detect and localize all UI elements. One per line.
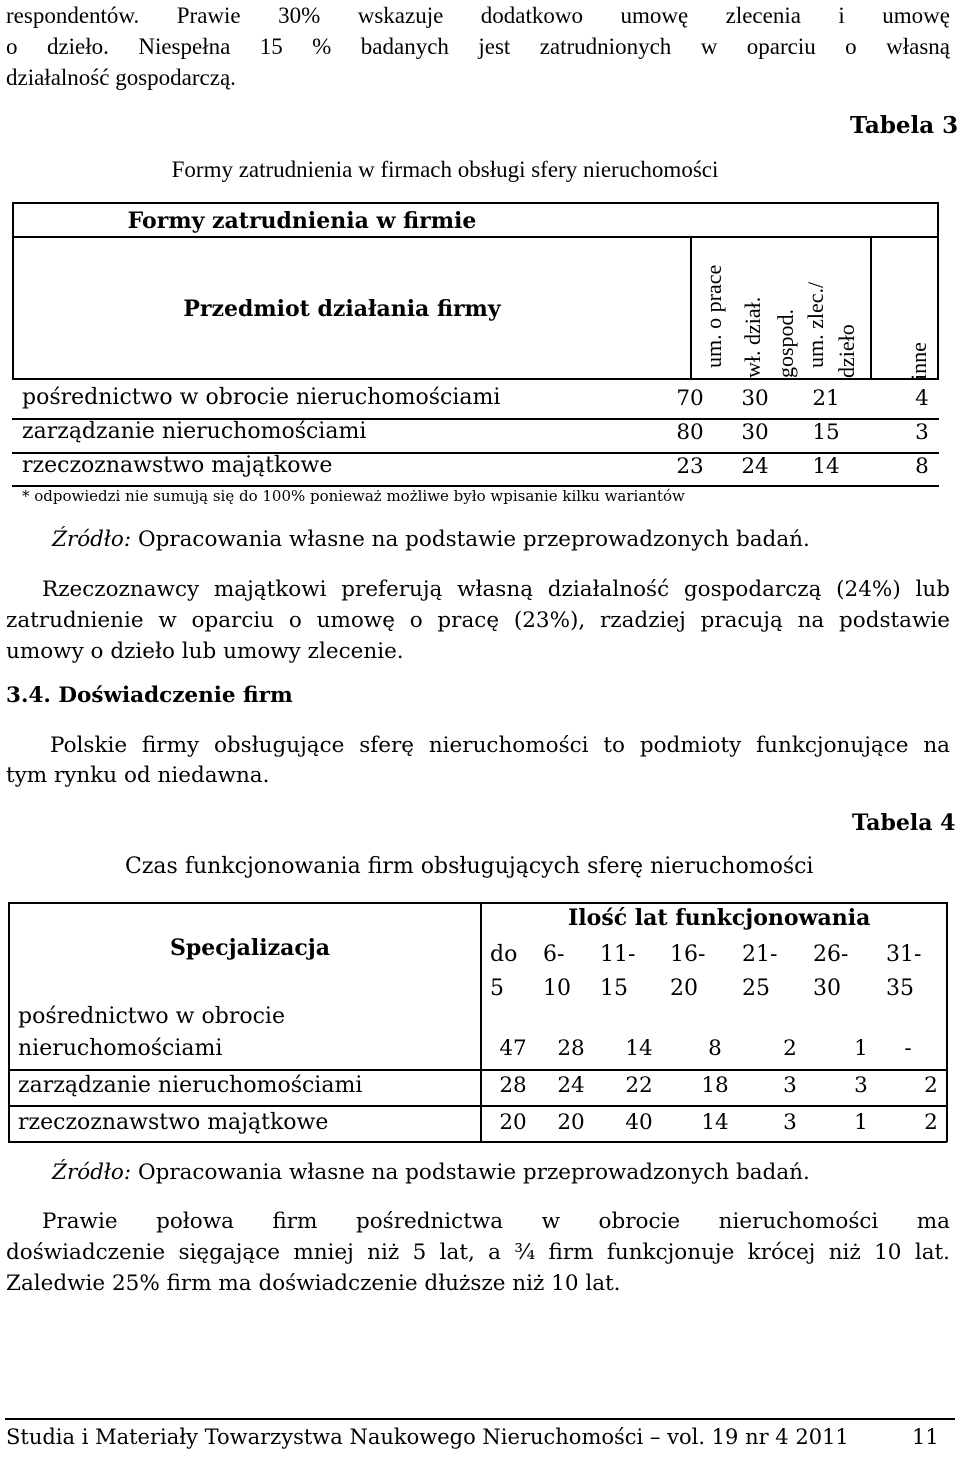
table4-rule [8,902,947,904]
table4-cell: 3 [783,1110,797,1135]
table3-col-divider [870,236,872,380]
col-bottom: 30 [813,976,841,1001]
table4-row-label: zarządzanie nieruchomościami [18,1073,363,1098]
table3-cell: 30 [741,420,769,445]
table3-footnote: * odpowiedzi nie sumują się do 100% ponieważ możliwe było wpisanie kilku wariantów [22,487,685,505]
intro-line-1: respondentów. Prawie 30% wskazuje dodatkowo umowę zlecenia i umowę [6,3,950,28]
col-bottom: 10 [543,976,571,1001]
table4-col-header [886,938,921,1006]
table3-col-header: um. o prace [701,264,726,368]
table4-row-label: rzeczoznawstwo majątkowe [18,1110,329,1135]
col-top: 16- [670,942,706,967]
para2-line-1: Rzeczoznawcy majątkowi preferują własną działalność gospodarczą (24%) lub [42,577,950,602]
table4-cell: 14 [625,1036,653,1061]
para3-line-2: doświadczenie sięgające mniej niż 5 lat, a ¾ firm funkcjonuje krócej niż 10 lat. [6,1240,950,1265]
table4-cell: 24 [557,1073,585,1098]
col-top: do [490,942,518,967]
table3-cell: 23 [676,454,704,479]
source-text: Opracowania własne na podstawie przeprowadzonych badań. [137,527,810,552]
table4-cell: 20 [499,1110,527,1135]
col-top: 11- [600,942,636,967]
table4-label: Tabela 4 [852,810,956,836]
intro-line-3: działalność gospodarczą. [6,65,236,90]
table3-cell: 15 [812,420,840,445]
table4-cell: 2 [783,1036,797,1061]
col-bottom: 35 [886,976,914,1001]
table3-cell: 4 [915,386,929,411]
para3-line-3: Zaledwie 25% firm ma doświadczenie dłuższe niż 10 lat. [6,1271,621,1296]
col-top: 21- [742,942,778,967]
table3-cell: 80 [676,420,704,445]
table4-cell: 28 [499,1073,527,1098]
table4-cell: 18 [701,1073,729,1098]
col-top: 6- [543,942,565,967]
table3-cell: 30 [741,386,769,411]
table4-cell: 8 [708,1036,722,1061]
source-text: Opracowania własne na podstawie przeprowadzonych badań. [137,1160,810,1185]
source-label: Źródło: [52,1160,132,1185]
section-heading: 3.4. Doświadczenie firm [6,683,293,708]
section-line-2: tym rynku od niedawna. [6,763,270,788]
table3-cell: 8 [915,454,929,479]
table4-col-header [600,938,635,1006]
col-top: 31- [886,942,922,967]
table4-row-rule [8,1141,947,1143]
table4-col-header [670,938,705,1006]
table4-group-header: Ilość lat funkcjonowania [568,905,871,931]
table4-cell: 28 [557,1036,585,1061]
table3-col-header: gospod. [773,308,798,378]
table3-row-label: rzeczoznawstwo majątkowe [22,453,333,478]
table4-cell: 22 [625,1073,653,1098]
table4-row-label: nieruchomościami [18,1036,223,1061]
table3-cell: 70 [676,386,704,411]
table3-col-header: wł. dział. [740,296,765,378]
table4-row-label: pośrednictwo w obrocie [18,1004,285,1029]
table3-row-label: zarządzanie nieruchomościami [22,419,367,444]
table4-col-header [813,938,848,1006]
col-bottom: 15 [600,976,628,1001]
table4-cell: 3 [854,1073,868,1098]
section-line-1: Polskie firmy obsługujące sferę nieruchomości to podmioty funkcjonujące na [50,733,950,758]
table3-source [52,527,810,552]
table3-title: Formy zatrudnienia w firmach obsługi sfery nieruchomości [171,157,719,182]
table3-col-divider [690,236,692,380]
table4-col-header [742,938,777,1006]
col-top: 26- [813,942,849,967]
table4-cell: 3 [783,1073,797,1098]
col-bottom: 20 [670,976,698,1001]
table3-group-header: Formy zatrudnienia w firmie [127,208,477,234]
table4-cell: 20 [557,1110,585,1135]
table4-title: Czas funkcjonowania firm obsługujących sferę nieruchomości [125,854,814,879]
table3-cell: 21 [812,386,840,411]
para2-line-3: umowy o dzieło lub umowy zlecenie. [6,639,404,664]
table4-source [52,1160,810,1185]
footer-rule [5,1418,955,1420]
table4-cell: 40 [625,1110,653,1135]
table3-label: Tabela 3 [850,112,959,139]
table4-row-rule [8,1069,947,1071]
table4-row-header: Specjalizacja [170,935,330,961]
table4-col-header [490,938,517,1006]
table4-cell: 1 [854,1036,868,1061]
table3-col-header: dzieło [834,324,859,378]
footer-journal: Studia i Materiały Towarzystwa Naukowego Nieruchomości – vol. 19 nr 4 2011 [6,1425,849,1449]
para2-line-2: zatrudnienie w oparciu o umowę o pracę (23%), rzadziej pracują na podstawie [6,608,950,633]
table4-col-header [543,938,571,1006]
table3-row-header: Przedmiot działania firmy [183,296,501,322]
table3-row-label: pośrednictwo w obrocie nieruchomościami [22,385,501,410]
table4-cell: 2 [924,1073,938,1098]
table3-cell: 3 [915,420,929,445]
para3-line-1: Prawie połowa firm pośrednictwa w obrocie nieruchomości ma [42,1209,950,1234]
table3-rule [12,236,939,238]
col-bottom: 5 [490,976,504,1001]
table4-cell: 1 [854,1110,868,1135]
intro-line-2: o dzieło. Niespełna 15 % badanych jest zatrudnionych w oparciu o własną [6,34,950,59]
table4-cell: 14 [701,1110,729,1135]
source-label: Źródło: [52,527,132,552]
table4-cell: 2 [924,1110,938,1135]
table3-col-header: um. zlec./ [803,281,828,368]
table4-cell: 47 [499,1036,527,1061]
col-bottom: 25 [742,976,770,1001]
table3-col-header: inne [906,342,931,380]
page-number: 11 [912,1425,939,1449]
table3-cell: 14 [812,454,840,479]
table4-row-rule [8,1105,947,1107]
table4-cell: - [904,1036,912,1061]
table3-cell: 24 [741,454,769,479]
